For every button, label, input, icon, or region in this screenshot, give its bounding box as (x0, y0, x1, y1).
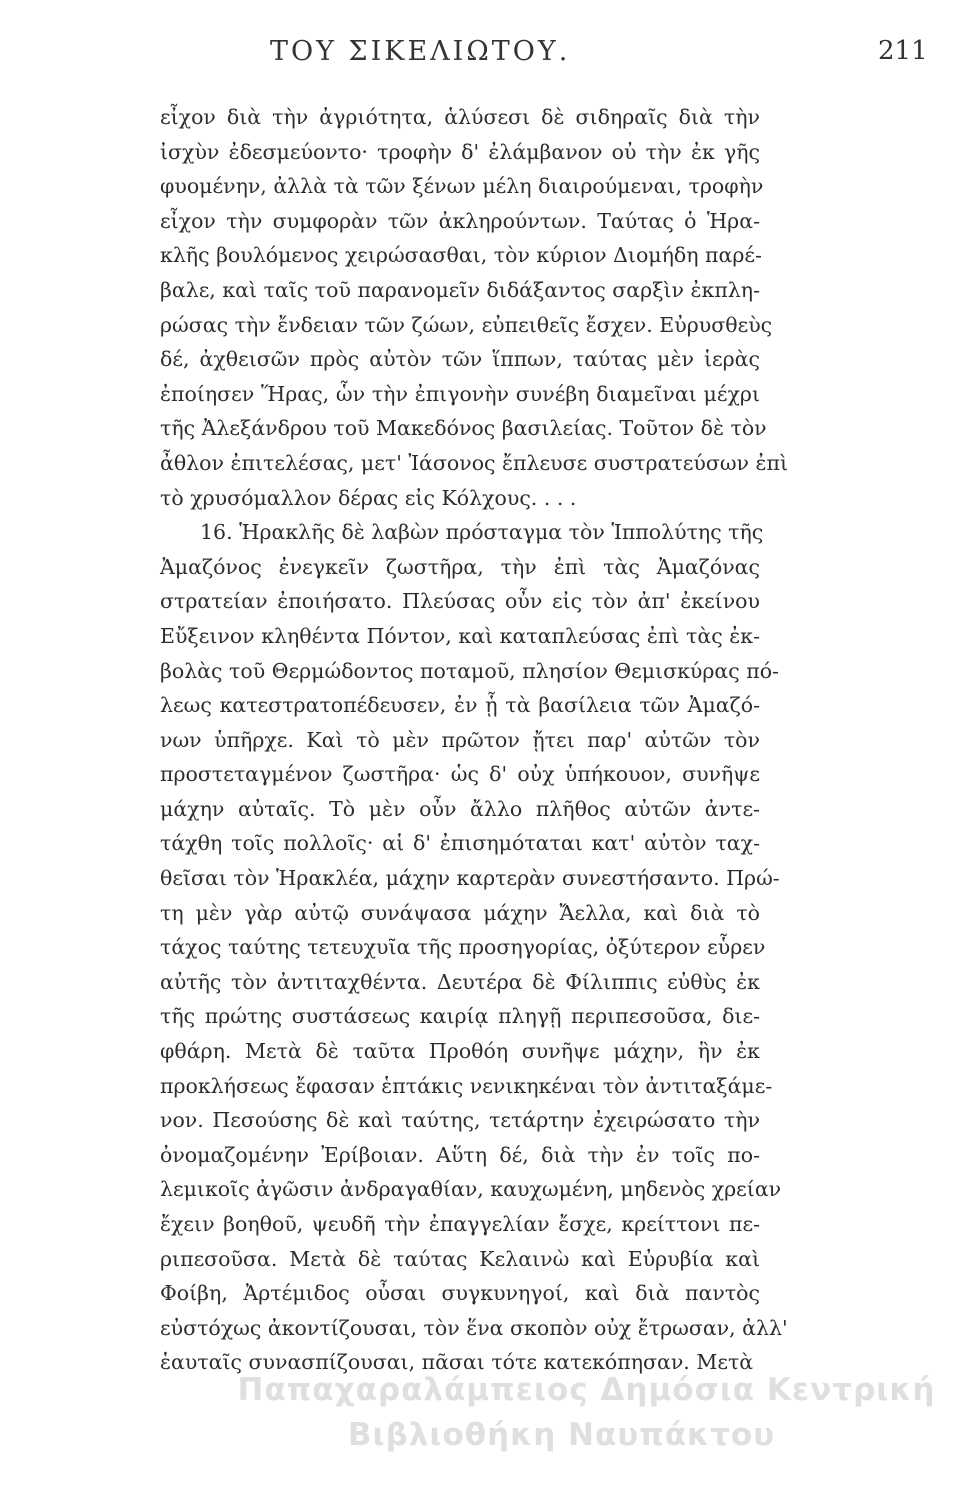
text-line-page-end: ἑαυταῖς συνασπίζουσαι, πᾶσαι τότε κατεκόπησαν. Μετὰ (160, 1350, 754, 1375)
text-line: τῆς Ἀλεξάνδρου τοῦ Μακεδόνος βασιλείας. Τοῦτον δὲ τὸν (160, 416, 767, 441)
text-line: δέ, ἀχθεισῶν πρὸς αὐτὸν τῶν ἵππων, ταύτας μὲν ἱερὰς (160, 347, 760, 372)
text-line: φυομένην, ἀλλὰ τὰ τῶν ξένων μέλη διαιρούμεναι, τροφὴν (160, 174, 764, 199)
text-line: Φοίβη, Ἀρτέμιδος οὖσαι συγκυνηγοί, καὶ διὰ παντὸς (160, 1281, 760, 1306)
text-line: τη μὲν γὰρ αὐτῷ συνάψασα μάχην Ἄελλα, καὶ διὰ τὸ (160, 900, 760, 925)
text-line: νον. Πεσούσης δὲ καὶ ταύτης, τετάρτην ἐχειρώσατο τὴν (160, 1108, 760, 1133)
text-line: Εὔξεινον κληθέντα Πόντον, καὶ καταπλεύσας ἐπὶ τὰς ἐκ- (160, 623, 760, 648)
text-line: ἰσχὺν ἐδεσμεύοντο· τροφὴν δ' ἐλάμβανον οὐ τὴν ἐκ γῆς (160, 139, 760, 164)
text-line: ριπεσοῦσα. Μετὰ δὲ ταύτας Κελαινὼ καὶ Εὐρυβία καὶ (160, 1246, 760, 1271)
text-line: τῆς πρώτης συστάσεως καιρίᾳ πληγῇ περιπεσοῦσα, διε- (160, 1004, 760, 1029)
library-watermark-line-2: Βιβλιοθήκη Ναυπάκτου (347, 1417, 776, 1453)
text-line: στρατείαν ἐποιήσατο. Πλεύσας οὖν εἰς τὸν ἀπ' ἐκείνου (160, 589, 760, 614)
text-line: τάχθη τοῖς πολλοῖς· αἱ δ' ἐπισημόταται κατ' αὐτὸν ταχ- (160, 831, 760, 856)
text-line: ἔχειν βοηθοῦ, ψευδῆ τὴν ἐπαγγελίαν ἔσχε, κρείττονι πε- (160, 1212, 760, 1236)
text-line: φθάρη. Μετὰ δὲ ταῦτα Προθόη συνῆψε μάχην, ἣν ἐκ (160, 1039, 760, 1064)
text-line: θεῖσαι τὸν Ἡρακλέα, μάχην καρτερὰν συνεστήσαντο. Πρώ- (160, 866, 780, 891)
text-line: εἶχον διὰ τὴν ἀγριότητα, ἁλύσεσι δὲ σιδηραῖς διὰ τὴν (160, 105, 760, 129)
body-text (160, 100, 789, 1380)
running-header (0, 36, 953, 76)
text-line: Ἀμαζόνος ἐνεγκεῖν ζωστῆρα, τὴν ἐπὶ τὰς Ἀμαζόνας (160, 554, 760, 579)
text-line: λεως κατεστρατοπέδευσεν, ἐν ᾗ τὰ βασίλεια τῶν Ἀμαζό- (160, 693, 760, 718)
running-title: ΤΟΥ ΣΙΚΕΛΙΩΤΟΥ. (270, 36, 571, 67)
text-line: ἐποίησεν Ἥρας, ὧν τὴν ἐπιγονὴν συνέβη διαμεῖναι μέχρι (160, 381, 760, 406)
text-line: κλῆς βουλόμενος χειρώσασθαι, τὸν κύριον Διομήδη παρέ- (160, 243, 762, 268)
library-watermark-line-1: Παπαχαραλάμπειος Δημόσια Κεντρική (237, 1372, 936, 1408)
text-line: ὀνομαζομένην Ἐρίβοιαν. Αὕτη δέ, διὰ τὴν ἐν τοῖς πο- (160, 1142, 760, 1167)
text-line: προστεταγμένον ζωστῆρα· ὡς δ' οὐχ ὑπήκουον, συνῆψε (160, 762, 760, 787)
text-line: εὐστόχως ἀκοντίζουσαι, τὸν ἕνα σκοπὸν οὐχ ἔτρωσαν, ἀλλ' (160, 1315, 788, 1340)
text-line: βαλε, καὶ ταῖς τοῦ παρανομεῖν διδάξαντος σαρξὶν ἐκπλη- (160, 277, 760, 302)
page-number: 211 (878, 36, 928, 66)
text-line: νων ὑπῆρχε. Καὶ τὸ μὲν πρῶτον ᾔτει παρ' αὐτῶν τὸν (160, 727, 760, 752)
text-line: προκλήσεως ἔφασαν ἑπτάκις νενικηκέναι τὸν ἀντιταξάμε- (160, 1073, 773, 1098)
section-16-first-line: 16. Ἡρακλῆς δὲ λαβὼν πρόσταγμα τὸν Ἱππολύτης τῆς (200, 520, 764, 545)
text-line: βολὰς τοῦ Θερμώδοντος ποταμοῦ, πλησίον Θεμισκύρας πό- (160, 658, 779, 683)
text-line-paragraph-end: τὸ χρυσόμαλλον δέρας εἰς Κόλχους. . . . (160, 485, 577, 510)
text-line: ἆθλον ἐπιτελέσας, μετ' Ἰάσονος ἔπλευσε συστρατεύσων ἐπὶ (160, 450, 789, 475)
text-line: αὐτῆς τὸν ἀντιταχθέντα. Δευτέρα δὲ Φίλιππις εὐθὺς ἐκ (160, 969, 760, 994)
text-line: τάχος ταύτης τετευχυῖα τῆς προσηγορίας, ὀξύτερον εὗρεν (160, 935, 766, 960)
text-line: λεμικοῖς ἀγῶσιν ἀνδραγαθίαν, καυχωμένη, μηδενὸς χρείαν (160, 1177, 782, 1202)
text-line: εἶχον τὴν συμφορὰν τῶν ἀκληρούντων. Ταύτας ὁ Ἡρα- (160, 208, 760, 233)
text-line: μάχην αὐταῖς. Τὸ μὲν οὖν ἄλλο πλῆθος αὐτῶν ἀντε- (160, 796, 760, 821)
text-line: ρώσας τὴν ἔνδειαν τῶν ζώων, εὐπειθεῖς ἔσχεν. Εὐρυσθεὺς (160, 312, 773, 337)
